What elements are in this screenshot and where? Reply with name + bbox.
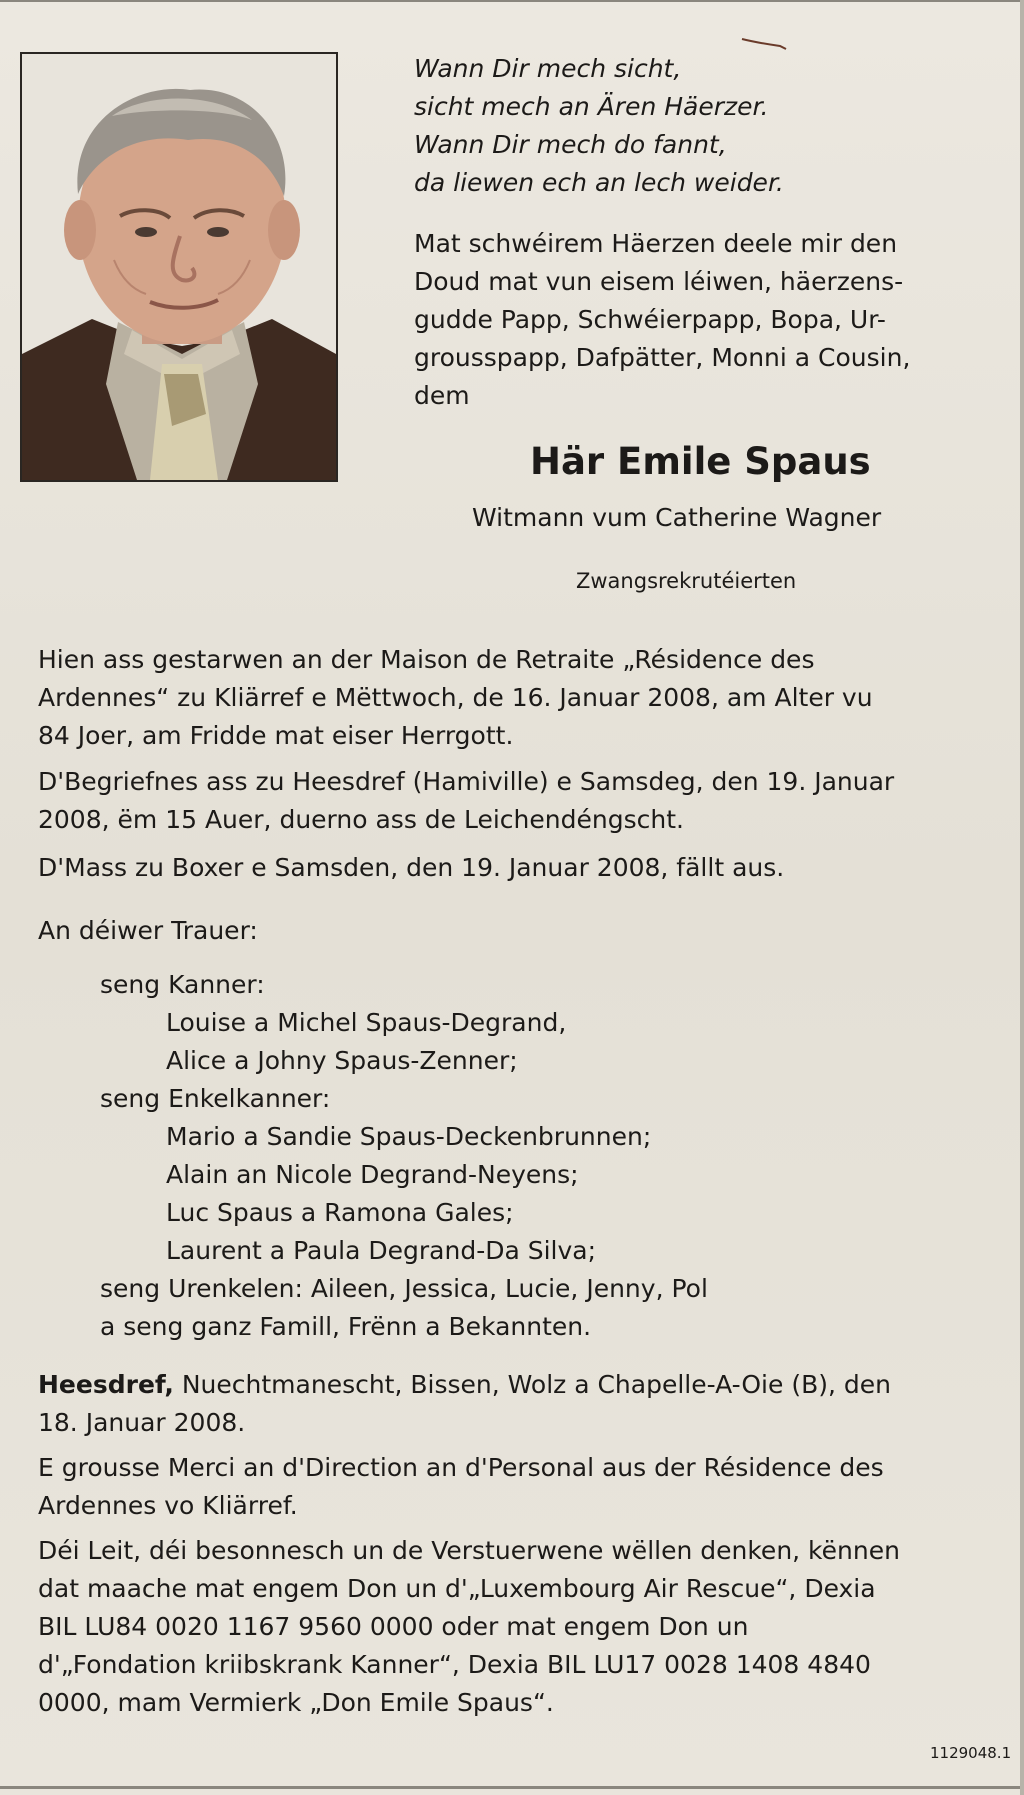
place-date (38, 1366, 1014, 1442)
children-label: seng Kanner: (100, 970, 265, 999)
top-rule (0, 0, 1024, 2)
right-edge (1020, 0, 1024, 1795)
thanks-line: Ardennes vo Kliärref. (38, 1491, 298, 1520)
place-name: Heesdref, (38, 1370, 174, 1399)
grandchild-entry: Luc Spaus a Ramona Gales; (166, 1198, 514, 1227)
grandchild-entry: Alain an Nicole Degrand-Neyens; (166, 1160, 579, 1189)
announcement-line: 84 Joer, am Fridde mat eiser Herrgott. (38, 721, 514, 750)
portrait-photo (20, 52, 338, 482)
donation-line: BIL LU84 0020 1167 9560 0000 oder mat engem Don un (38, 1612, 749, 1641)
intro-paragraph (414, 225, 994, 415)
deceased-name: Här Emile Spaus (530, 440, 871, 483)
child-entry: Alice a Johny Spaus-Zenner; (166, 1046, 518, 1075)
memorial-verse (414, 50, 974, 202)
verse-line: Wann Dir mech do fannt, (414, 130, 727, 159)
others-line: a seng ganz Famill, Frënn a Bekannten. (100, 1312, 592, 1341)
donation-line: Déi Leit, déi besonnesch un de Verstuerwene wëllen denken, kënnen (38, 1536, 900, 1565)
intro-line: grousspapp, Dafpätter, Monni a Cousin, (414, 343, 911, 372)
donation-paragraph (38, 1532, 1014, 1722)
place-date-line: 18. Januar 2008. (38, 1408, 246, 1437)
grandchild-entry: Laurent a Paula Degrand-Da Silva; (166, 1236, 597, 1265)
grandchild-entry: Mario a Sandie Spaus-Deckenbrunnen; (166, 1122, 652, 1151)
mass-line: D'Mass zu Boxer e Samsden, den 19. Januar 2008, fällt aus. (38, 853, 785, 882)
verse-line: Wann Dir mech sicht, (414, 54, 682, 83)
donation-line: dat maache mat engem Don un d'„Luxembourg Air Rescue“, Dexia (38, 1574, 876, 1603)
announcement-line: Hien ass gestarwen an der Maison de Retraite „Résidence des (38, 645, 815, 674)
child-entry: Louise a Michel Spaus-Degrand, (166, 1008, 567, 1037)
bottom-rule (0, 1786, 1024, 1789)
reference-number: 1129048.1 (930, 1744, 1012, 1762)
burial-line: 2008, ëm 15 Auer, duerno ass de Leichendéngscht. (38, 805, 684, 834)
pen-mark (740, 36, 790, 50)
verse-line: da liewen ech an lech weider. (414, 168, 784, 197)
thanks-paragraph (38, 1449, 1014, 1525)
verse-line: sicht mech an Ären Häerzer. (414, 92, 769, 121)
announcement-line: Ardennes“ zu Kliärref e Mëttwoch, de 16. Januar 2008, am Alter vu (38, 683, 873, 712)
thanks-line: E grousse Merci an d'Direction an d'Personal aus der Résidence des (38, 1453, 884, 1482)
mourners-heading-text: An déiwer Trauer: (38, 916, 258, 945)
burial-notice (38, 763, 1014, 839)
burial-line: D'Begriefnes ass zu Heesdref (Hamiville) e Samsdeg, den 19. Januar (38, 767, 895, 796)
mourners-heading (38, 912, 1014, 950)
intro-line: gudde Papp, Schwéierpapp, Bopa, Ur- (414, 305, 886, 334)
death-announcement (38, 641, 1014, 755)
donation-line: 0000, mam Vermierk „Don Emile Spaus“. (38, 1688, 554, 1717)
great-grandchildren-line: seng Urenkelen: Aileen, Jessica, Lucie, Jenny, Pol (100, 1274, 708, 1303)
intro-line: dem (414, 381, 470, 410)
mass-notice (38, 849, 1014, 887)
forced-conscript-note: Zwangsrekrutéierten (576, 569, 797, 593)
widow-of-line: Witmann vum Catherine Wagner (472, 503, 882, 532)
grandchildren-label: seng Enkelkanner: (100, 1084, 331, 1113)
intro-line: Mat schwéirem Häerzen deele mir den (414, 229, 898, 258)
place-date-rest: Nuechtmanescht, Bissen, Wolz a Chapelle-A-Oie (B), den (173, 1370, 891, 1399)
donation-line: d'„Fondation kriibskrank Kanner“, Dexia BIL LU17 0028 1408 4840 (38, 1650, 871, 1679)
intro-line: Doud mat vun eisem léiwen, häerzens- (414, 267, 904, 296)
